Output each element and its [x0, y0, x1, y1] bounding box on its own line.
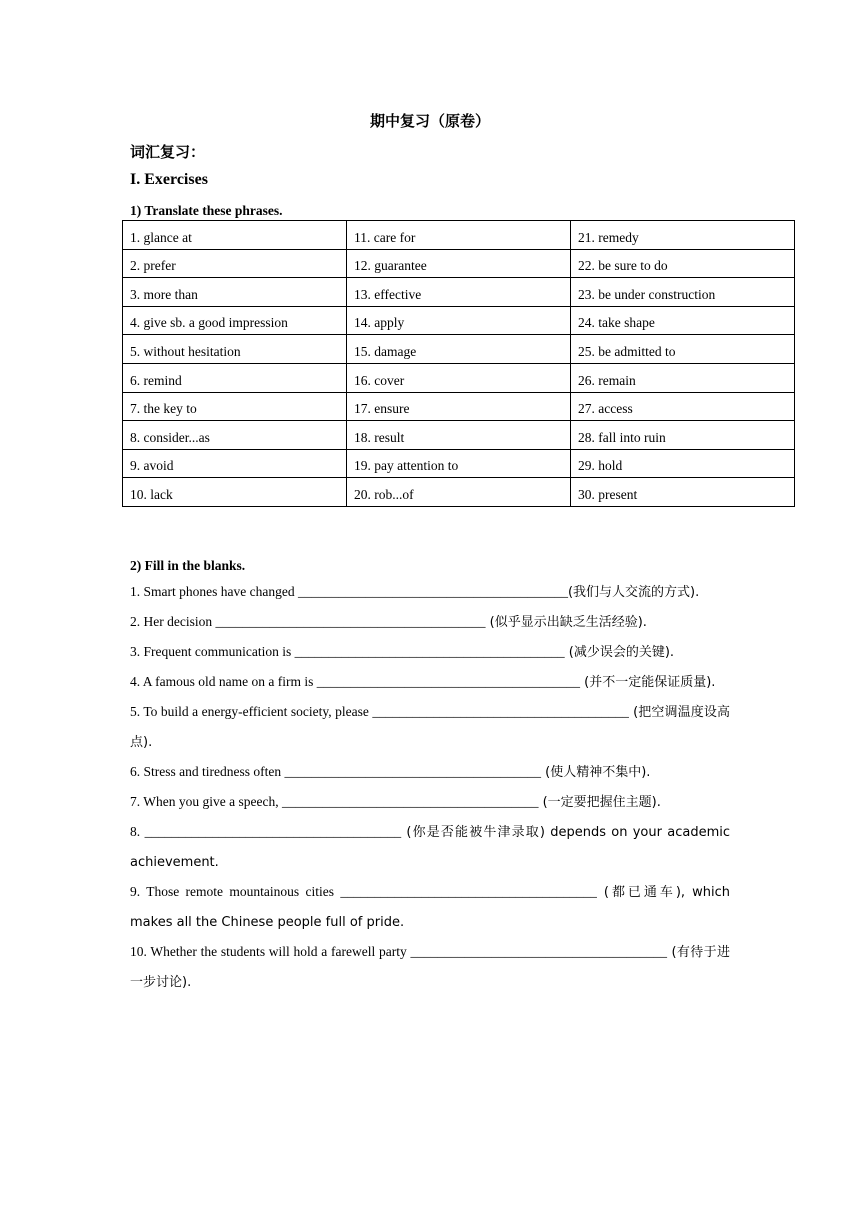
chinese-hint: (并不一定能保证质量).: [579, 675, 716, 690]
table-row: [123, 449, 795, 478]
answer-blank: ______________________________________: [340, 884, 597, 899]
table-row: [123, 421, 795, 450]
blank-question-1: [130, 577, 730, 607]
phrase-cell: 6. remind: [123, 363, 347, 392]
question-text: 1. Smart phones have changed: [130, 584, 298, 599]
answer-blank: ________________________________________: [294, 644, 565, 659]
phrase-cell: 12. guarantee: [347, 249, 571, 278]
answer-blank: ______________________________________: [372, 704, 629, 719]
chinese-hint: (一定要把握住主题).: [538, 795, 661, 810]
phrase-cell: 1. glance at: [123, 221, 347, 250]
section-heading: I. Exercises: [130, 171, 208, 188]
phrase-cell: 29. hold: [571, 449, 795, 478]
phrase-cell: 27. access: [571, 392, 795, 421]
translate-heading: 1) Translate these phrases.: [130, 203, 283, 218]
phrase-cell: 11. care for: [347, 221, 571, 250]
phrase-cell: 15. damage: [347, 335, 571, 364]
question-text: 2. Her decision: [130, 614, 216, 629]
question-text: 9. Those remote mountainous cities: [130, 884, 341, 899]
question-text: 6. Stress and tiredness often: [130, 764, 285, 779]
question-text: 4. A famous old name on a firm is: [130, 674, 317, 689]
chinese-hint: (把空调温度设高点).: [130, 705, 730, 750]
answer-blank: ________________________________________: [215, 614, 486, 629]
phrase-cell: 10. lack: [123, 478, 347, 507]
chinese-hint: (你是否能被牛津录取) depends on your academic achievement.: [130, 825, 730, 870]
phrase-cell: 30. present: [571, 478, 795, 507]
phrase-cell: 17. ensure: [347, 392, 571, 421]
phrase-cell: 7. the key to: [123, 392, 347, 421]
phrase-cell: 8. consider...as: [123, 421, 347, 450]
chinese-hint: (减少误会的关键).: [564, 645, 675, 660]
phrase-cell: 23. be under construction: [571, 278, 795, 307]
blank-question-6: [130, 757, 730, 787]
fill-blanks-list: [130, 577, 730, 997]
question-text: 3. Frequent communication is: [130, 644, 295, 659]
document-title: 期中复习（原卷）: [369, 112, 490, 130]
chinese-hint: (似乎显示出缺乏生活经验).: [485, 615, 647, 630]
table-row: [123, 335, 795, 364]
chinese-hint: (使人精神不集中).: [540, 765, 651, 780]
chinese-hint: (都已通车), which makes all the Chinese people full of pride.: [130, 885, 730, 930]
table-row: [123, 221, 795, 250]
table-row: [123, 478, 795, 507]
blank-question-2: [130, 607, 730, 637]
table-row: [123, 363, 795, 392]
question-text: 8.: [130, 824, 145, 839]
phrase-cell: 9. avoid: [123, 449, 347, 478]
blank-question-9: [130, 877, 730, 937]
phrase-cell: 5. without hesitation: [123, 335, 347, 364]
phrase-cell: 21. remedy: [571, 221, 795, 250]
table-row: [123, 392, 795, 421]
blank-question-10: [130, 937, 730, 997]
answer-blank: ______________________________________: [281, 794, 539, 809]
answer-blank: ______________________________________: [144, 824, 402, 839]
phrase-cell: 3. more than: [123, 278, 347, 307]
phrase-cell: 20. rob...of: [347, 478, 571, 507]
blank-question-7: [130, 787, 730, 817]
phrase-cell: 13. effective: [347, 278, 571, 307]
phrase-cell: 25. be admitted to: [571, 335, 795, 364]
fill-blanks-heading: 2) Fill in the blanks.: [130, 558, 246, 573]
chinese-hint: (我们与人交流的方式).: [567, 585, 700, 600]
blank-question-4: [130, 667, 730, 697]
answer-blank: ________________________________________: [297, 584, 568, 599]
chinese-hint: (有待于进一步讨论).: [130, 945, 730, 990]
question-text: 5. To build a energy-efficient society, please: [130, 704, 373, 719]
phrase-cell: 2. prefer: [123, 249, 347, 278]
phrases-table: [122, 220, 795, 507]
answer-blank: ______________________________________: [410, 944, 667, 959]
phrase-cell: 18. result: [347, 421, 571, 450]
table-row: [123, 249, 795, 278]
answer-blank: _______________________________________: [316, 674, 580, 689]
answer-blank: ______________________________________: [284, 764, 541, 779]
vocab-heading: 词汇复习：: [130, 143, 206, 161]
phrase-cell: 19. pay attention to: [347, 449, 571, 478]
phrase-cell: 22. be sure to do: [571, 249, 795, 278]
question-text: 10. Whether the students will hold a farewell party: [130, 944, 411, 959]
phrase-cell: 28. fall into ruin: [571, 421, 795, 450]
blank-question-3: [130, 637, 730, 667]
phrase-cell: 16. cover: [347, 363, 571, 392]
phrase-cell: 26. remain: [571, 363, 795, 392]
phrase-cell: 24. take shape: [571, 306, 795, 335]
blank-question-8: [130, 817, 730, 877]
table-row: [123, 306, 795, 335]
question-text: 7. When you give a speech,: [130, 794, 282, 809]
table-row: [123, 278, 795, 307]
blank-question-5: [130, 697, 730, 757]
phrase-cell: 14. apply: [347, 306, 571, 335]
phrase-cell: 4. give sb. a good impression: [123, 306, 347, 335]
